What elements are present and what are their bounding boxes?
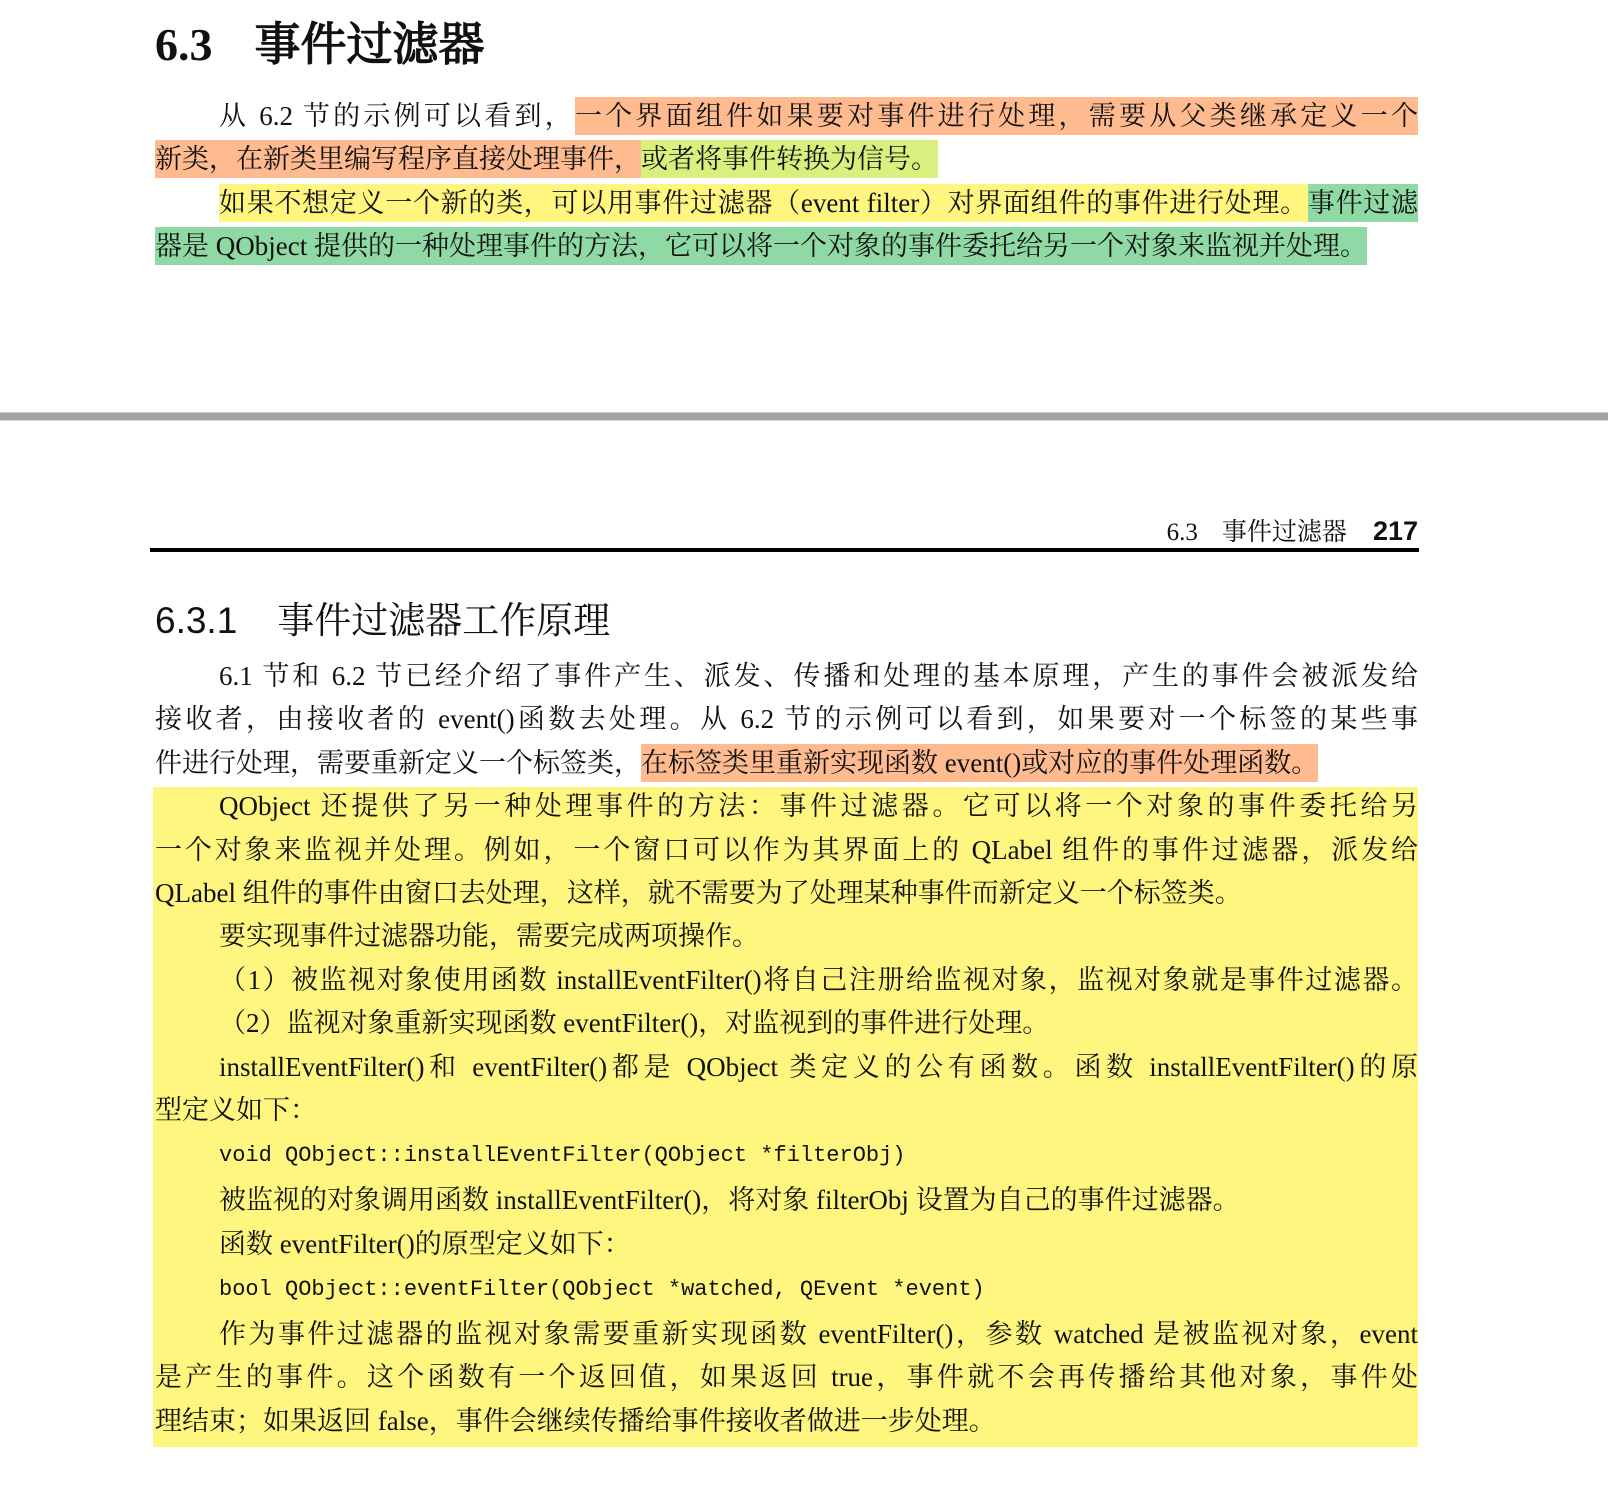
running-head [150, 512, 1418, 548]
text-segment: installEventFilter()和 eventFilter()都是 QObject 类定义的公有函数。函数 installEventFilter()的原 [219, 1051, 1418, 1082]
section-number: 6.3 [155, 19, 213, 70]
text-segment: QLabel 组件的事件由窗口去处理，这样，就不需要为了处理某种事件而新定义一个标签类。 [155, 877, 1242, 908]
text-segment: 接收者，由接收者的 event()函数去处理。从 6.2 节的示例可以看到，如果要对一个标签的某些事 [155, 704, 1418, 735]
page-separator [0, 412, 1608, 421]
page-number: 217 [1372, 516, 1418, 546]
code-line [155, 1132, 1418, 1179]
text-line [155, 1400, 1418, 1443]
text-segment: QObject 还提供了另一种处理事件的方法：事件过滤器。它可以将一个对象的事件委托给另 [219, 791, 1418, 822]
text-segment: 6.1 节和 6.2 节已经介绍了事件产生、派发、传播和处理的基本原理，产生的事件会被派发给 [219, 661, 1418, 691]
section-title: 事件过滤器 [254, 19, 485, 70]
text-segment: 函数 eventFilter()的原型定义如下： [219, 1228, 631, 1259]
text-line [155, 742, 1418, 785]
text-line [155, 1356, 1418, 1399]
text-segment: 从 6.2 节的示例可以看到， [219, 101, 575, 131]
text-line [155, 1223, 1418, 1266]
text-segment: 一个对象来监视并处理。例如，一个窗口可以作为其界面上的 QLabel 组件的事件过滤器，派发给 [155, 834, 1418, 865]
code-line [155, 1266, 1418, 1313]
text-line [155, 225, 1418, 268]
text-line [155, 829, 1418, 872]
page-1-body [155, 95, 1418, 269]
text-segment: （1）被监视对象使用函数 installEventFilter()将自己注册给监视对象，监视对象就是事件过滤器。 [219, 964, 1418, 995]
page-2-body [155, 655, 1418, 1443]
text-segment: void QObject::installEventFilter(QObject *filterObj) [219, 1143, 906, 1169]
highlighted-text: 一个界面组件如果要对事件进行处理，需要从父类继承定义一个 [575, 97, 1418, 135]
text-line [155, 1179, 1418, 1222]
text-segment: 件进行处理，需要重新定义一个标签类， [155, 747, 641, 778]
text-segment: 型定义如下： [155, 1094, 317, 1125]
text-line [155, 915, 1418, 958]
subsection-heading [155, 590, 610, 644]
highlighted-text: 在标签类里重新实现函数 event()或对应的事件处理函数。 [641, 744, 1318, 782]
text-line [155, 655, 1418, 698]
highlighted-text: 新类，在新类里编写程序直接处理事件， [155, 140, 641, 178]
text-segment: 理结束；如果返回 false，事件会继续传播给事件接收者做进一步处理。 [155, 1405, 996, 1436]
section-heading [155, 8, 485, 74]
running-head-section: 6.3 [1166, 519, 1198, 546]
highlighted-text: 如果不想定义一个新的类，可以用事件过滤器（event filter）对界面组件的事件进行处理。 [219, 184, 1308, 222]
highlighted-text: 或者将事件转换为信号。 [641, 140, 938, 178]
text-line [155, 182, 1418, 225]
text-line [155, 1002, 1418, 1045]
text-segment: 是产生的事件。这个函数有一个返回值，如果返回 true，事件就不会再传播给其他对象，事件处 [155, 1362, 1418, 1393]
highlighted-text: 事件过滤 [1308, 184, 1418, 222]
text-line [155, 785, 1418, 828]
text-segment: （2）监视对象重新实现函数 eventFilter()，对监视到的事件进行处理。 [219, 1008, 1050, 1039]
text-line [155, 1046, 1418, 1089]
text-line [155, 698, 1418, 741]
text-segment: bool QObject::eventFilter(QObject *watched, QEvent *event) [219, 1277, 985, 1303]
highlighted-text: 器是 QObject 提供的一种处理事件的方法，它可以将一个对象的事件委托给另一个对象来监视并处理。 [155, 227, 1367, 265]
text-line [155, 1089, 1418, 1132]
text-line [155, 959, 1418, 1002]
text-line [155, 138, 1418, 181]
text-segment: 被监视的对象调用函数 installEventFilter()，将对象 filterObj 设置为自己的事件过滤器。 [219, 1185, 1240, 1216]
text-segment: 作为事件过滤器的监视对象需要重新实现函数 eventFilter()，参数 watched 是被监视对象，event [219, 1319, 1418, 1350]
subsection-title: 事件过滤器工作原理 [277, 600, 611, 641]
header-rule [150, 548, 1419, 552]
subsection-number: 6.3.1 [155, 600, 238, 641]
text-line [155, 95, 1418, 138]
text-segment: 要实现事件过滤器功能，需要完成两项操作。 [219, 921, 759, 952]
running-head-title: 事件过滤器 [1221, 519, 1347, 546]
text-line [155, 1313, 1418, 1356]
text-line [155, 872, 1418, 915]
